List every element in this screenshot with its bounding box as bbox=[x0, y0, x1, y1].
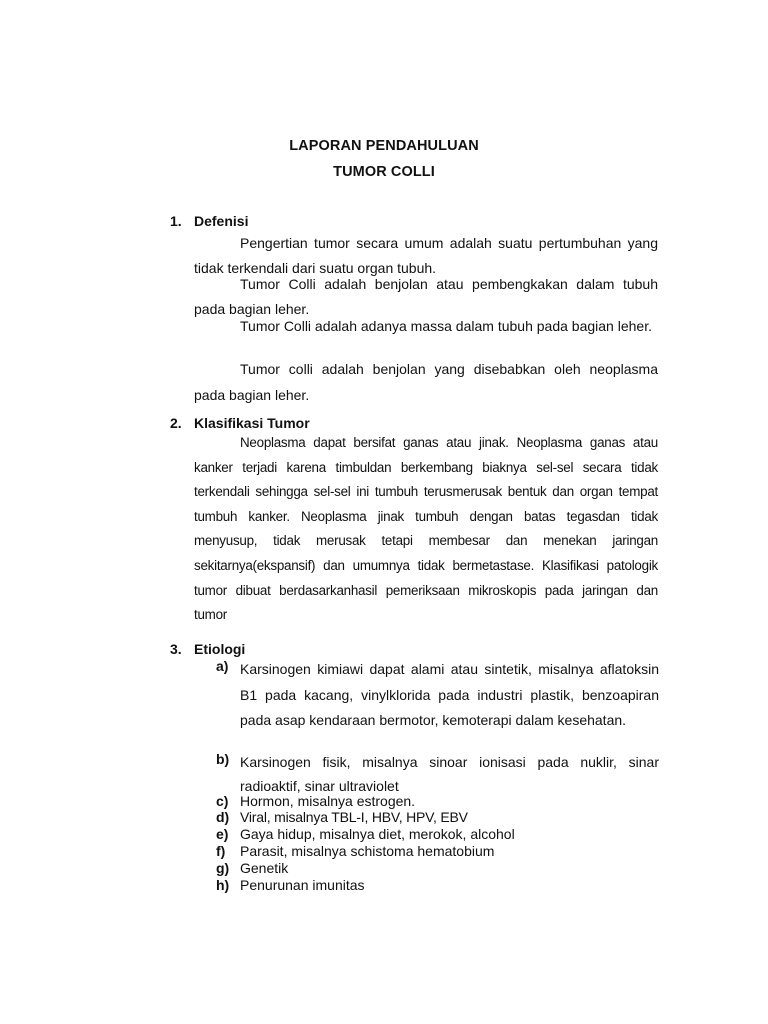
list-item-letter: d) bbox=[216, 809, 230, 825]
list-item-text: Karsinogen fisik, misalnya sinoar ionisasi pada nuklir, sinar radioaktif, sinar ultraviolet bbox=[240, 754, 659, 794]
list-item-letter: h) bbox=[216, 877, 230, 893]
paragraph-text: Neoplasma dapat bersifat ganas atau jinak. Neoplasma ganas atau kanker terjadi karena timbuldan berkembang biaknya sel-sel secara tidak terkendali sehingga sel-sel ini tumbuh terusmerusak bentuk dan organ tempat tumbuh kanker. Neoplasma jinak tumbuh dengan batas tegasdan tidak menyusup, tidak merusak tetapi membesar dan menekan jaringan sekitarnya(ekspansif) dan umumnya tidak bermetastase. Klasifikasi patologik tumor dibuat berdasarkanhasil pemeriksaan mikroskopis pada jaringan dan tumor bbox=[194, 435, 658, 623]
document-subtitle: TUMOR COLLI bbox=[333, 164, 435, 180]
list-item-letter: e) bbox=[216, 826, 229, 842]
paragraph-text: Tumor Colli adalah adanya massa dalam tubuh pada bagian leher. bbox=[240, 318, 652, 334]
paragraph-text: Pengertian tumor secara umum adalah suatu pertumbuhan yang tidak terkendali dari suatu organ tubuh. bbox=[194, 235, 658, 276]
paragraph-classification bbox=[194, 431, 658, 628]
list-item-letter: g) bbox=[216, 860, 230, 876]
section-heading-klasifikasi: Klasifikasi Tumor bbox=[194, 415, 310, 431]
list-item-text: Genetik bbox=[240, 860, 289, 876]
paragraph-definition-3 bbox=[194, 314, 658, 339]
section-number: 2. bbox=[170, 415, 182, 431]
section-heading-etiologi: Etiologi bbox=[194, 641, 246, 657]
section-number: 1. bbox=[170, 213, 182, 229]
section-heading-defenisi: Defenisi bbox=[194, 213, 249, 229]
list-item-letter: f) bbox=[216, 843, 226, 859]
list-item-letter: c) bbox=[216, 793, 229, 809]
paragraph-text: Tumor Colli adalah benjolan atau pembengkakan dalam tubuh pada bagian leher. bbox=[194, 276, 658, 317]
list-item-text: Parasit, misalnya schistoma hematobium bbox=[240, 843, 495, 859]
list-item-text: Karsinogen kimiawi dapat alami atau sintetik, misalnya aflatoksin B1 pada kacang, vinylklorida pada industri plastik, benzoapiran pada asap kendaraan bermotor, kemoterapi dalam kesehatan. bbox=[240, 661, 659, 728]
list-item-text: Gaya hidup, misalnya diet, merokok, alcohol bbox=[240, 826, 515, 842]
list-item-text: Penurunan imunitas bbox=[240, 877, 365, 893]
section-number: 3. bbox=[170, 641, 182, 657]
list-item-letter: a) bbox=[216, 658, 229, 674]
list-item-letter: b) bbox=[216, 751, 230, 767]
paragraph-text: Tumor colli adalah benjolan yang disebabkan oleh neoplasma pada bagian leher. bbox=[194, 361, 658, 403]
list-item-text: Viral, misalnya TBL-I, HBV, HPV, EBV bbox=[240, 809, 468, 825]
paragraph-definition-4 bbox=[194, 356, 658, 408]
list-item-text: Hormon, misalnya estrogen. bbox=[240, 793, 416, 809]
document-title: LAPORAN PENDAHULUAN bbox=[289, 138, 479, 154]
